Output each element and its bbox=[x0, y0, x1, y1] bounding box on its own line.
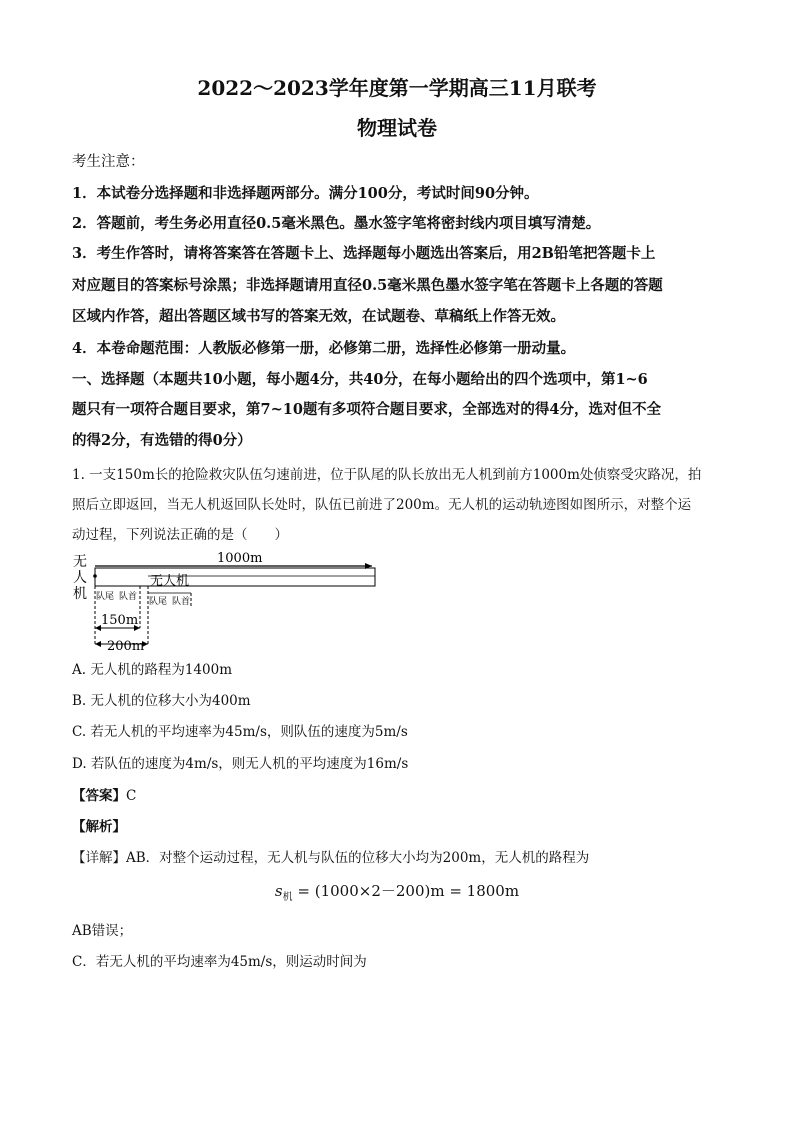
distance-formula bbox=[0, 880, 794, 903]
team-length-label: 150m bbox=[101, 613, 139, 628]
option-b: B. 无人机的位移大小为400m bbox=[72, 693, 251, 709]
start-point bbox=[93, 574, 97, 578]
trajectory-band bbox=[95, 568, 375, 586]
exam-subtitle: 物理试卷 bbox=[357, 116, 437, 140]
note-3-line-2: 对应题目的答案标号涂黑；非选择题请用直径0.5毫米黑色墨水签字笔在答题卡上各题的答题 bbox=[72, 277, 663, 294]
formula-expression: = (1000×2－200)m = 1800m bbox=[297, 882, 520, 900]
drone-trajectory-figure bbox=[70, 548, 380, 656]
question-1-stem-line-3: 动过程，下列说法正确的是（ ） bbox=[72, 527, 288, 543]
answer-line bbox=[72, 786, 732, 806]
formula-variable: s bbox=[274, 882, 283, 900]
option-a: A. 无人机的路程为1400m bbox=[72, 662, 232, 678]
note-1: 1．本试卷分选择题和非选择题两部分。满分100分，考试时间90分钟。 bbox=[72, 185, 539, 202]
note-3-line-3: 区域内作答，超出答题区域书写的答案无效，在试题卷、草稿纸上作答无效。 bbox=[72, 308, 565, 325]
exam-title: 2022～2023学年度第一学期高三11月联考 bbox=[197, 76, 597, 100]
length-label-1000m: 1000m bbox=[217, 551, 263, 566]
team1-tail-label: 队尾 bbox=[96, 592, 115, 602]
figure-label-char-3: 机 bbox=[73, 586, 87, 602]
note-2: 2．答题前，考生务必用直径0.5毫米黑色。墨水签字笔将密封线内项目填写清楚。 bbox=[72, 215, 601, 232]
advance-length-label: 200m bbox=[107, 639, 145, 654]
section-heading-line-3: 的得2分，有选错的得0分） bbox=[72, 432, 252, 449]
formula-subscript: 机 bbox=[282, 892, 293, 903]
arrowhead-left-icon bbox=[95, 641, 101, 647]
answer-value: C bbox=[126, 788, 137, 804]
question-1-stem-line-1: 1. 一支150m长的抢险救灾队伍匀速前进，位于队尾的队长放出无人机到前方1000m处侦察受灾路况，拍 bbox=[72, 467, 702, 483]
option-c-analysis-line: C．若无人机的平均速率为45m/s，则运动时间为 bbox=[72, 954, 367, 970]
answer-label: 【答案】 bbox=[72, 788, 126, 804]
notes-heading: 考生注意： bbox=[72, 154, 145, 170]
option-d: D. 若队伍的速度为4m/s，则无人机的平均速度为16m/s bbox=[72, 756, 409, 772]
option-c: C. 若无人机的平均速率为45m/s，则队伍的速度为5m/s bbox=[72, 724, 408, 740]
team1-head-label: 队首 bbox=[119, 592, 138, 602]
drone-label: 无人机 bbox=[150, 574, 190, 589]
team2-tail-label: 队尾 bbox=[149, 597, 168, 607]
ab-wrong-line: AB错误； bbox=[72, 923, 133, 939]
note-3-line-1: 3．考生作答时，请将答案答在答题卡上、选择题每小题选出答案后，用2B铅笔把答题卡上 bbox=[72, 245, 656, 262]
note-4: 4．本卷命题范围：人教版必修第一册，必修第二册，选择性必修第一册动量。 bbox=[72, 340, 576, 357]
detail-line: 【详解】AB．对整个运动过程，无人机与队伍的位移大小均为200m，无人机的路程为 bbox=[72, 850, 590, 866]
team2-head-label: 队首 bbox=[172, 597, 191, 607]
section-heading-line-2: 题只有一项符合题目要求，第7~10题有多项符合题目要求，全部选对的得4分，选对但不全 bbox=[72, 401, 662, 418]
figure-label-char-1: 无 bbox=[73, 554, 87, 570]
question-1-stem-line-2: 照后立即返回，当无人机返回队长处时，队伍已前进了200m。无人机的运动轨迹图如图所示，对整个运 bbox=[72, 497, 692, 513]
figure-label-char-2: 人 bbox=[73, 570, 87, 586]
analysis-label: 【解析】 bbox=[72, 819, 126, 835]
section-heading-line-1: 一、选择题（本题共10小题，每小题4分，共40分，在每小题给出的四个选项中，第1~6 bbox=[72, 371, 648, 388]
